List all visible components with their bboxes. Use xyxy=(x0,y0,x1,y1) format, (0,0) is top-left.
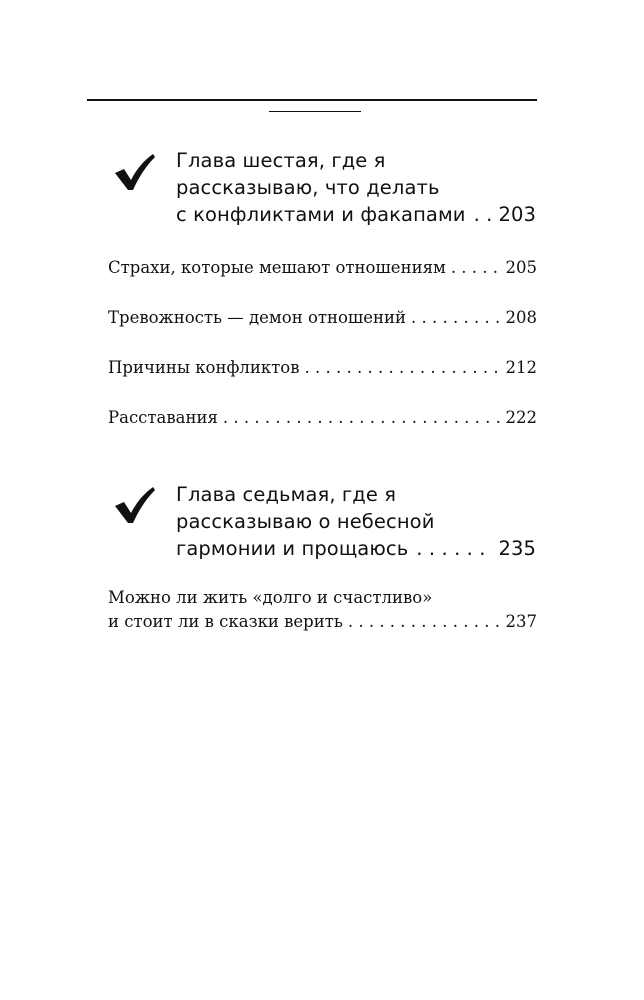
page-number: 212 xyxy=(505,358,537,377)
toc-entry-title: Расставания xyxy=(108,408,218,427)
page-number: 237 xyxy=(505,612,537,631)
toc-entry-title: Страхи, которые мешают отношениям xyxy=(108,258,446,277)
dot-leader xyxy=(451,256,501,280)
checkmark-icon xyxy=(112,152,156,192)
chapter-heading[interactable] xyxy=(176,147,536,228)
page-number: 235 xyxy=(498,537,536,560)
chapter-title-line: с конфликтами и факапами . . . 203 xyxy=(176,201,536,228)
dot-leader xyxy=(411,306,500,330)
checkmark-icon xyxy=(112,485,156,525)
top-rule xyxy=(87,99,537,101)
dot-leader xyxy=(416,535,492,562)
page-number: 222 xyxy=(505,408,537,427)
toc-entry[interactable] xyxy=(108,356,537,380)
chapter-title-line: рассказываю, что делать xyxy=(176,176,440,199)
toc-entry[interactable] xyxy=(108,256,537,280)
chapter-title-line: Глава седьмая, где я xyxy=(176,483,397,506)
page-number: 205 xyxy=(505,258,537,277)
dot-leader xyxy=(223,406,501,430)
chapter-title-line: гармонии и прощаюсь . . . 235 xyxy=(176,535,536,562)
short-rule xyxy=(269,111,361,112)
chapter-title-line: Глава шестая, где я xyxy=(176,149,386,172)
dot-leader xyxy=(348,610,501,634)
chapter-heading[interactable] xyxy=(176,481,536,562)
chapter-title-line: рассказываю о небесной xyxy=(176,510,435,533)
page-number: 208 xyxy=(505,308,537,327)
toc-entry[interactable] xyxy=(108,586,537,634)
dot-leader xyxy=(305,356,501,380)
toc-entry[interactable] xyxy=(108,306,537,330)
page-number: 203 xyxy=(498,203,536,226)
toc-entry-title: Тревожность — демон отношений xyxy=(108,308,407,327)
toc-entry[interactable] xyxy=(108,406,537,430)
toc-entry-title: и стоит ли в сказки верить xyxy=(108,612,343,631)
toc-entry-title: Можно ли жить «долго и счастливо» xyxy=(108,588,433,607)
toc-entry-title: Причины конфликтов xyxy=(108,358,300,377)
dot-leader xyxy=(474,201,493,228)
